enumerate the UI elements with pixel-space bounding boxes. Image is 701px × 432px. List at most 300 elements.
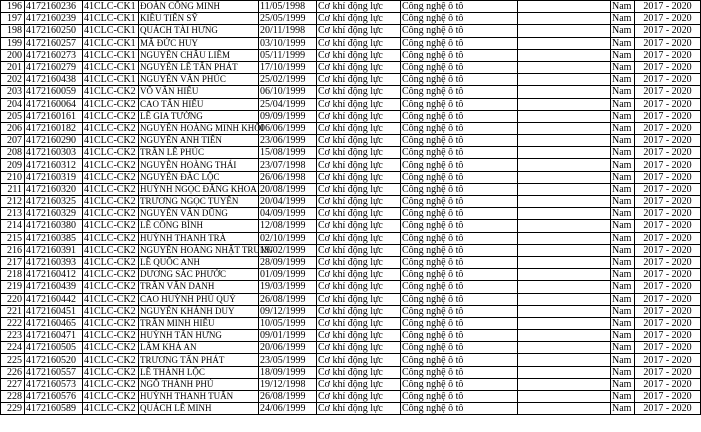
class-cell: 41CLC-CK2: [83, 244, 139, 256]
full-name-cell: NGUYỄN ANH TIẾN: [139, 135, 259, 147]
student-id-cell: 4172160412: [25, 269, 83, 281]
gender-cell: Nam: [611, 13, 635, 25]
faculty-cell: Cơ khí động lực: [317, 74, 401, 86]
row-number-cell: 208: [1, 147, 25, 159]
academic-years-cell: 2017 - 2020: [635, 25, 701, 37]
empty-cell: [518, 281, 611, 293]
empty-cell: [518, 232, 611, 244]
table-row: [1, 281, 701, 293]
faculty-cell: Cơ khí động lực: [317, 232, 401, 244]
student-id-cell: 4172160439: [25, 281, 83, 293]
faculty-cell: Cơ khí động lực: [317, 281, 401, 293]
student-id-cell: 4172160236: [25, 1, 83, 13]
empty-cell: [518, 403, 611, 415]
academic-years-cell: 2017 - 2020: [635, 391, 701, 403]
class-cell: 41CLC-CK2: [83, 159, 139, 171]
gender-cell: Nam: [611, 159, 635, 171]
faculty-cell: Cơ khí động lực: [317, 196, 401, 208]
birth-date-cell: 20/11/1998: [259, 25, 317, 37]
empty-cell: [518, 354, 611, 366]
class-cell: 41CLC-CK2: [83, 122, 139, 134]
row-number-cell: 226: [1, 366, 25, 378]
table-row: [1, 391, 701, 403]
full-name-cell: DƯƠNG SẮC PHƯỚC: [139, 269, 259, 281]
table-row: [1, 220, 701, 232]
row-number-cell: 201: [1, 61, 25, 73]
gender-cell: Nam: [611, 293, 635, 305]
gender-cell: Nam: [611, 122, 635, 134]
empty-cell: [518, 293, 611, 305]
gender-cell: Nam: [611, 232, 635, 244]
major-cell: Công nghệ ô tô: [401, 13, 518, 25]
academic-years-cell: 2017 - 2020: [635, 281, 701, 293]
student-rows: [1, 1, 701, 415]
faculty-cell: Cơ khí động lực: [317, 330, 401, 342]
faculty-cell: Cơ khí động lực: [317, 220, 401, 232]
empty-cell: [518, 1, 611, 13]
faculty-cell: Cơ khí động lực: [317, 135, 401, 147]
student-id-cell: 4172160303: [25, 147, 83, 159]
birth-date-cell: 25/04/1999: [259, 98, 317, 110]
full-name-cell: NGUYỄN HOÀNG MINH KHÔI: [140, 122, 264, 133]
class-cell: 41CLC-CK2: [83, 86, 139, 98]
empty-cell: [518, 135, 611, 147]
gender-cell: Nam: [611, 366, 635, 378]
table-row: [1, 159, 701, 171]
class-cell: 41CLC-CK2: [83, 403, 139, 415]
class-cell: 41CLC-CK2: [83, 196, 139, 208]
student-id-cell: 4172160442: [25, 293, 83, 305]
row-number-cell: 217: [1, 256, 25, 268]
student-id-cell: 4172160471: [25, 330, 83, 342]
gender-cell: Nam: [611, 330, 635, 342]
class-cell: 41CLC-CK2: [83, 342, 139, 354]
faculty-cell: Cơ khí động lực: [317, 317, 401, 329]
academic-years-cell: 2017 - 2020: [635, 122, 701, 134]
academic-years-cell: 2017 - 2020: [635, 293, 701, 305]
birth-date-cell: 19/12/1998: [259, 378, 317, 390]
faculty-cell: Cơ khí động lực: [317, 403, 401, 415]
student-id-cell: 4172160557: [25, 366, 83, 378]
gender-cell: Nam: [611, 305, 635, 317]
row-number-cell: 204: [1, 98, 25, 110]
major-cell: Công nghệ ô tô: [401, 98, 518, 110]
faculty-cell: Cơ khí động lực: [317, 86, 401, 98]
class-cell: 41CLC-CK2: [83, 232, 139, 244]
faculty-cell: Cơ khí động lực: [317, 269, 401, 281]
empty-cell: [518, 49, 611, 61]
full-name-cell: LÊ GIA TƯỜNG: [139, 110, 259, 122]
major-cell: Công nghệ ô tô: [401, 342, 518, 354]
class-cell: 41CLC-CK2: [83, 317, 139, 329]
academic-years-cell: 2017 - 2020: [635, 342, 701, 354]
faculty-cell: Cơ khí động lực: [317, 1, 401, 13]
student-id-cell: 4172160320: [25, 183, 83, 195]
major-cell: Công nghệ ô tô: [401, 220, 518, 232]
full-name-cell: MÃ ĐỨC HUY: [139, 37, 259, 49]
faculty-cell: Cơ khí động lực: [317, 305, 401, 317]
academic-years-cell: 2017 - 2020: [635, 256, 701, 268]
birth-date-cell: 15/08/1999: [259, 147, 317, 159]
birth-date-cell: 26/08/1999: [259, 391, 317, 403]
birth-date-cell: 06/06/1999: [259, 122, 317, 134]
full-name-cell: NGUYỄN VĂN DŨNG: [139, 208, 259, 220]
birth-date-cell: 01/09/1999: [259, 269, 317, 281]
faculty-cell: Cơ khí động lực: [317, 293, 401, 305]
class-cell: 41CLC-CK2: [83, 256, 139, 268]
faculty-cell: Cơ khí động lực: [317, 354, 401, 366]
row-number-cell: 219: [1, 281, 25, 293]
student-id-cell: 4172160257: [25, 37, 83, 49]
birth-date-cell: 20/06/1999: [259, 342, 317, 354]
academic-years-cell: 2017 - 2020: [635, 147, 701, 159]
birth-date-cell: 12/08/1999: [259, 220, 317, 232]
table-row: [1, 171, 701, 183]
major-cell: Công nghệ ô tô: [401, 122, 518, 134]
table-row: [1, 135, 701, 147]
major-cell: Công nghệ ô tô: [401, 183, 518, 195]
table-row: [1, 232, 701, 244]
gender-cell: Nam: [611, 378, 635, 390]
empty-cell: [518, 220, 611, 232]
table-row: [1, 317, 701, 329]
class-cell: 41CLC-CK2: [83, 220, 139, 232]
class-cell: 41CLC-CK2: [83, 378, 139, 390]
academic-years-cell: 2017 - 2020: [635, 86, 701, 98]
gender-cell: Nam: [611, 147, 635, 159]
major-cell: Công nghệ ô tô: [401, 378, 518, 390]
student-id-cell: 4172160385: [25, 232, 83, 244]
gender-cell: Nam: [611, 49, 635, 61]
student-id-cell: 4172160059: [25, 86, 83, 98]
faculty-cell: Cơ khí động lực: [317, 98, 401, 110]
gender-cell: Nam: [611, 183, 635, 195]
birth-date-cell: 23/06/1999: [259, 135, 317, 147]
full-name-cell: LÊ QUỐC ANH: [139, 256, 259, 268]
academic-years-cell: 2017 - 2020: [635, 1, 701, 13]
faculty-cell: Cơ khí động lực: [317, 208, 401, 220]
birth-date-cell: 25/02/1999: [259, 74, 317, 86]
table-row: [1, 1, 701, 13]
faculty-cell: Cơ khí động lực: [317, 147, 401, 159]
empty-cell: [518, 37, 611, 49]
academic-years-cell: 2017 - 2020: [635, 330, 701, 342]
academic-years-cell: 2017 - 2020: [635, 366, 701, 378]
gender-cell: Nam: [611, 317, 635, 329]
full-name-cell: NGÔ THÀNH PHÚ: [139, 378, 259, 390]
major-cell: Công nghệ ô tô: [401, 317, 518, 329]
empty-cell: [518, 13, 611, 25]
birth-date-cell: 19/02/1999: [259, 244, 317, 256]
gender-cell: Nam: [611, 25, 635, 37]
student-id-cell: 4172160451: [25, 305, 83, 317]
academic-years-cell: 2017 - 2020: [635, 305, 701, 317]
birth-date-cell: 20/04/1999: [259, 196, 317, 208]
student-id-cell: 4172160391: [25, 244, 83, 256]
academic-years-cell: 2017 - 2020: [635, 13, 701, 25]
birth-date-cell: 24/06/1999: [259, 403, 317, 415]
table-row: [1, 366, 701, 378]
faculty-cell: Cơ khí động lực: [317, 122, 401, 134]
row-number-cell: 223: [1, 330, 25, 342]
class-cell: 41CLC-CK2: [83, 293, 139, 305]
student-id-cell: 4172160064: [25, 98, 83, 110]
birth-date-cell: 19/03/1999: [259, 281, 317, 293]
major-cell: Công nghệ ô tô: [401, 366, 518, 378]
full-name-cell: HUỲNH THANH TRÀ: [139, 232, 259, 244]
class-cell: 41CLC-CK2: [83, 269, 139, 281]
academic-years-cell: 2017 - 2020: [635, 135, 701, 147]
full-name-cell: NGUYỄN ĐẮC LỘC: [139, 171, 259, 183]
academic-years-cell: 2017 - 2020: [635, 220, 701, 232]
table-row: [1, 147, 701, 159]
major-cell: Công nghệ ô tô: [401, 281, 518, 293]
birth-date-cell: 26/08/1999: [259, 293, 317, 305]
row-number-cell: 206: [1, 122, 25, 134]
gender-cell: Nam: [611, 37, 635, 49]
row-number-cell: 202: [1, 74, 25, 86]
gender-cell: Nam: [611, 208, 635, 220]
student-id-cell: 4172160250: [25, 25, 83, 37]
faculty-cell: Cơ khí động lực: [317, 183, 401, 195]
full-name-cell: TRƯƠNG NGỌC TUYÊN: [139, 196, 259, 208]
full-name-cell: QUÁCH LÊ MINH: [139, 403, 259, 415]
row-number-cell: 198: [1, 25, 25, 37]
major-cell: Công nghệ ô tô: [401, 330, 518, 342]
table-row: [1, 256, 701, 268]
student-id-cell: 4172160182: [25, 122, 83, 134]
class-cell: 41CLC-CK2: [83, 183, 139, 195]
table-row: [1, 354, 701, 366]
row-number-cell: 213: [1, 208, 25, 220]
class-cell: 41CLC-CK2: [83, 305, 139, 317]
row-number-cell: 215: [1, 232, 25, 244]
birth-date-cell: 25/05/1999: [259, 13, 317, 25]
class-cell: 41CLC-CK2: [83, 98, 139, 110]
major-cell: Công nghệ ô tô: [401, 208, 518, 220]
full-name-cell: TRẦN MINH HIẾU: [139, 317, 259, 329]
student-id-cell: 4172160329: [25, 208, 83, 220]
full-name-cell: VÕ VĂN HIẾU: [139, 86, 259, 98]
birth-date-cell: 09/01/1999: [259, 330, 317, 342]
academic-years-cell: 2017 - 2020: [635, 232, 701, 244]
full-name-cell: KIỀU TIẾN SỸ: [139, 13, 259, 25]
class-cell: 41CLC-CK1: [83, 61, 139, 73]
full-name-cell: LÊ CÔNG BÌNH: [139, 220, 259, 232]
birth-date-cell: 09/12/1999: [259, 305, 317, 317]
row-number-cell: 214: [1, 220, 25, 232]
empty-cell: [518, 330, 611, 342]
birth-date-cell: 05/11/1999: [259, 49, 317, 61]
table-row: [1, 330, 701, 342]
table-row: [1, 183, 701, 195]
empty-cell: [518, 305, 611, 317]
faculty-cell: Cơ khí động lực: [317, 391, 401, 403]
major-cell: Công nghệ ô tô: [401, 37, 518, 49]
row-number-cell: 211: [1, 183, 25, 195]
birth-date-cell: 04/09/1999: [259, 208, 317, 220]
faculty-cell: Cơ khí động lực: [317, 61, 401, 73]
full-name-cell: CAO HUỲNH PHÚ QUÝ: [139, 293, 259, 305]
class-cell: 41CLC-CK2: [83, 208, 139, 220]
academic-years-cell: 2017 - 2020: [635, 49, 701, 61]
major-cell: Công nghệ ô tô: [401, 1, 518, 13]
major-cell: Công nghệ ô tô: [401, 244, 518, 256]
empty-cell: [518, 86, 611, 98]
full-name-cell: TRƯƠNG TẤN PHÁT: [139, 354, 259, 366]
empty-cell: [518, 256, 611, 268]
birth-date-cell: 06/10/1999: [259, 86, 317, 98]
full-name-cell: NGUYỄN LÊ TẤN PHÁT: [139, 61, 259, 73]
major-cell: Công nghệ ô tô: [401, 391, 518, 403]
table-row: [1, 37, 701, 49]
major-cell: Công nghệ ô tô: [401, 196, 518, 208]
empty-cell: [518, 147, 611, 159]
empty-cell: [518, 342, 611, 354]
student-id-cell: 4172160290: [25, 135, 83, 147]
major-cell: Công nghệ ô tô: [401, 256, 518, 268]
row-number-cell: 209: [1, 159, 25, 171]
academic-years-cell: 2017 - 2020: [635, 244, 701, 256]
academic-years-cell: 2017 - 2020: [635, 183, 701, 195]
gender-cell: Nam: [611, 403, 635, 415]
gender-cell: Nam: [611, 281, 635, 293]
table-row: [1, 86, 701, 98]
student-id-cell: 4172160438: [25, 74, 83, 86]
empty-cell: [518, 366, 611, 378]
class-cell: 41CLC-CK2: [83, 281, 139, 293]
empty-cell: [518, 391, 611, 403]
row-number-cell: 220: [1, 293, 25, 305]
empty-cell: [518, 159, 611, 171]
birth-date-cell: 02/10/1999: [259, 232, 317, 244]
student-id-cell: 4172160576: [25, 391, 83, 403]
birth-date-cell: 09/09/1999: [259, 110, 317, 122]
empty-cell: [518, 171, 611, 183]
academic-years-cell: 2017 - 2020: [635, 74, 701, 86]
empty-cell: [518, 208, 611, 220]
full-name-cell: TRẦN LÊ PHÚC: [139, 147, 259, 159]
class-cell: 41CLC-CK1: [83, 37, 139, 49]
gender-cell: Nam: [611, 171, 635, 183]
major-cell: Công nghệ ô tô: [401, 232, 518, 244]
gender-cell: Nam: [611, 61, 635, 73]
gender-cell: Nam: [611, 196, 635, 208]
empty-cell: [518, 317, 611, 329]
major-cell: Công nghệ ô tô: [401, 403, 518, 415]
faculty-cell: Cơ khí động lực: [317, 171, 401, 183]
full-name-cell: NGUYỄN HOÀNG NHẬT TRUNG: [140, 244, 273, 255]
gender-cell: Nam: [611, 86, 635, 98]
student-id-cell: 4172160239: [25, 13, 83, 25]
faculty-cell: Cơ khí động lực: [317, 366, 401, 378]
table-row: [1, 208, 701, 220]
row-number-cell: 205: [1, 110, 25, 122]
birth-date-cell: 11/05/1998: [259, 1, 317, 13]
class-cell: 41CLC-CK2: [83, 330, 139, 342]
student-id-cell: 4172160505: [25, 342, 83, 354]
empty-cell: [518, 110, 611, 122]
student-id-cell: 4172160393: [25, 256, 83, 268]
full-name-cell: LÂM KHẢ AN: [139, 342, 259, 354]
empty-cell: [518, 25, 611, 37]
birth-date-cell: 23/05/1999: [259, 354, 317, 366]
full-name-cell: LÊ THÀNH LỘC: [139, 366, 259, 378]
row-number-cell: 218: [1, 269, 25, 281]
table-row: [1, 403, 701, 415]
birth-date-cell: 17/10/1999: [259, 61, 317, 73]
table-row: [1, 122, 701, 134]
major-cell: Công nghệ ô tô: [401, 354, 518, 366]
table-row: [1, 25, 701, 37]
class-cell: 41CLC-CK1: [83, 13, 139, 25]
major-cell: Công nghệ ô tô: [401, 86, 518, 98]
faculty-cell: Cơ khí động lực: [317, 256, 401, 268]
major-cell: Công nghệ ô tô: [401, 171, 518, 183]
full-name-cell: QUÁCH TÀI HƯNG: [139, 25, 259, 37]
class-cell: 41CLC-CK2: [83, 171, 139, 183]
academic-years-cell: 2017 - 2020: [635, 378, 701, 390]
faculty-cell: Cơ khí động lực: [317, 159, 401, 171]
student-id-cell: 4172160573: [25, 378, 83, 390]
empty-cell: [518, 244, 611, 256]
major-cell: Công nghệ ô tô: [401, 159, 518, 171]
class-cell: 41CLC-CK1: [83, 74, 139, 86]
academic-years-cell: 2017 - 2020: [635, 159, 701, 171]
gender-cell: Nam: [611, 135, 635, 147]
student-id-cell: 4172160465: [25, 317, 83, 329]
gender-cell: Nam: [611, 342, 635, 354]
student-id-cell: 4172160273: [25, 49, 83, 61]
full-name-cell: TRẦN VĂN DANH: [139, 281, 259, 293]
class-cell: 41CLC-CK2: [83, 366, 139, 378]
row-number-cell: 227: [1, 378, 25, 390]
full-name-cell: HUỲNH THANH TUẤN: [139, 391, 259, 403]
academic-years-cell: 2017 - 2020: [635, 196, 701, 208]
faculty-cell: Cơ khí động lực: [317, 37, 401, 49]
major-cell: Công nghệ ô tô: [401, 135, 518, 147]
class-cell: 41CLC-CK1: [83, 49, 139, 61]
major-cell: Công nghệ ô tô: [401, 25, 518, 37]
major-cell: Công nghệ ô tô: [401, 49, 518, 61]
student-id-cell: 4172160589: [25, 403, 83, 415]
table-row: [1, 110, 701, 122]
major-cell: Công nghệ ô tô: [401, 269, 518, 281]
student-id-cell: 4172160325: [25, 196, 83, 208]
student-id-cell: 4172160161: [25, 110, 83, 122]
class-cell: 41CLC-CK2: [83, 147, 139, 159]
faculty-cell: Cơ khí động lực: [317, 378, 401, 390]
birth-date-cell: 18/09/1999: [259, 366, 317, 378]
major-cell: Công nghệ ô tô: [401, 293, 518, 305]
birth-date-cell: 10/05/1999: [259, 317, 317, 329]
gender-cell: Nam: [611, 256, 635, 268]
full-name-cell: HUỲNH TẤN HƯNG: [139, 330, 259, 342]
full-name-cell: ĐOÀN CÔNG MINH: [139, 1, 259, 13]
class-cell: 41CLC-CK2: [83, 354, 139, 366]
birth-date-cell: 20/08/1999: [259, 183, 317, 195]
academic-years-cell: 2017 - 2020: [635, 98, 701, 110]
faculty-cell: Cơ khí động lực: [317, 13, 401, 25]
gender-cell: Nam: [611, 244, 635, 256]
table-row: [1, 293, 701, 305]
row-number-cell: 203: [1, 86, 25, 98]
table-row: [1, 49, 701, 61]
empty-cell: [518, 122, 611, 134]
faculty-cell: Cơ khí động lực: [317, 49, 401, 61]
academic-years-cell: 2017 - 2020: [635, 269, 701, 281]
student-id-cell: 4172160312: [25, 159, 83, 171]
